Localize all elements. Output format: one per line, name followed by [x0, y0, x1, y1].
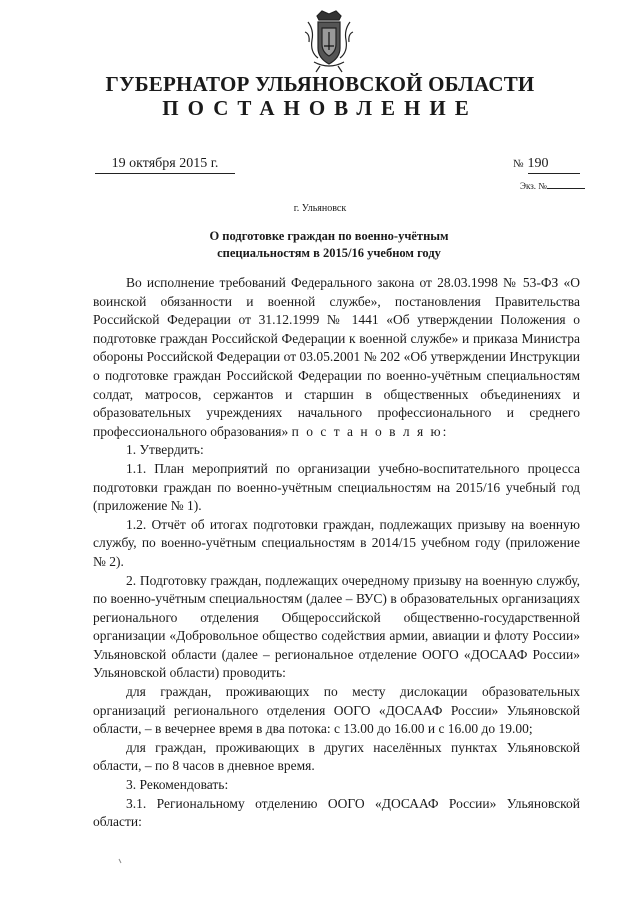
- clause-1-1: 1.1. План мероприятий по организации учебно-воспитательного процесса подготовки граждан по военно-учётным специальностям на 2015/16 учебный год (приложение № 1).: [93, 460, 580, 514]
- preamble-paragraph: [93, 274, 580, 441]
- document-type-title: ПОСТАНОВЛЕНИЕ: [162, 96, 478, 120]
- decree-number-field: [513, 155, 580, 174]
- copy-label: Экз. №: [520, 181, 547, 191]
- issuer-title: ГУБЕРНАТОР УЛЬЯНОВСКОЙ ОБЛАСТИ: [105, 72, 535, 96]
- decree-number: 190: [528, 155, 580, 174]
- subject-line-2: специальностям в 2015/16 учебном году: [217, 246, 441, 260]
- clause-3-1: 3.1. Региональному отделению ООГО «ДОСААФ России» Ульяновской области:: [93, 795, 580, 830]
- clause-2-b: для граждан, проживающих в других населённых пунктах Ульяновской области, – по 8 часов в дневное время.: [93, 739, 580, 774]
- decree-date: 19 октября 2015 г.: [95, 155, 235, 174]
- copy-number-blank: [547, 188, 585, 189]
- document-body: [93, 274, 580, 832]
- scan-speck-mark: [118, 858, 124, 864]
- preamble-text: Во исполнение требований Федерального закона от 28.03.1998 № 53-ФЗ «О воинской обязанности и военной службе», постановления Правительства Российской Федерации от 31.12.1999 № 1441 «Об утверждении Положения о подготовке граждан Российской Федерации к военной службе» и приказа Министра обороны Российской Федерации от 03.05.2001 № 202 «Об утверждении Инструкции о подготовке граждан Российской Федерации по военно-учётным специальностям солдат, матросов, сержантов и старшин в общественных объединениях и образовательных учреждениях начального профессионального и среднего профессионального образования»: [93, 275, 580, 439]
- subject-line-1: О подготовке граждан по военно-учётным: [209, 229, 449, 243]
- clause-2: 2. Подготовку граждан, подлежащих очередному призыву на военную службу, по военно-учётным специальностям (далее – ВУС) в образовательных организациях регионального отделения Общероссийской общественно-государственной организации «Добровольное общество содействия армии, авиации и флоту России» Ульяновской области (далее – региональное отделение ООГО «ДОСААФ России» Ульяновской области) проводить:: [93, 572, 580, 681]
- clause-3: 3. Рекомендовать:: [126, 777, 229, 793]
- clause-2-a: для граждан, проживающих по месту дислокации образовательных организаций регионального отделения ООГО «ДОСААФ России» Ульяновской области, – в вечернее время в два потока: с 13.00 до 16.00 и с 16.00 до 19.00;: [93, 684, 580, 737]
- clause-1-2: 1.2. Отчёт об итогах подготовки граждан, подлежащих призыву на военную службу, по военно-учётным специальностям в 2014/15 учебном году (приложение № 2).: [93, 516, 580, 569]
- decree-word: п о с т а н о в л я ю:: [291, 423, 449, 439]
- number-label: №: [513, 158, 524, 170]
- clause-1: 1. Утвердить:: [126, 442, 204, 458]
- issue-city: г. Ульяновск: [293, 203, 347, 214]
- coat-of-arms-emblem: [300, 8, 358, 74]
- copy-number-field: [520, 181, 585, 191]
- document-subject: [160, 228, 498, 262]
